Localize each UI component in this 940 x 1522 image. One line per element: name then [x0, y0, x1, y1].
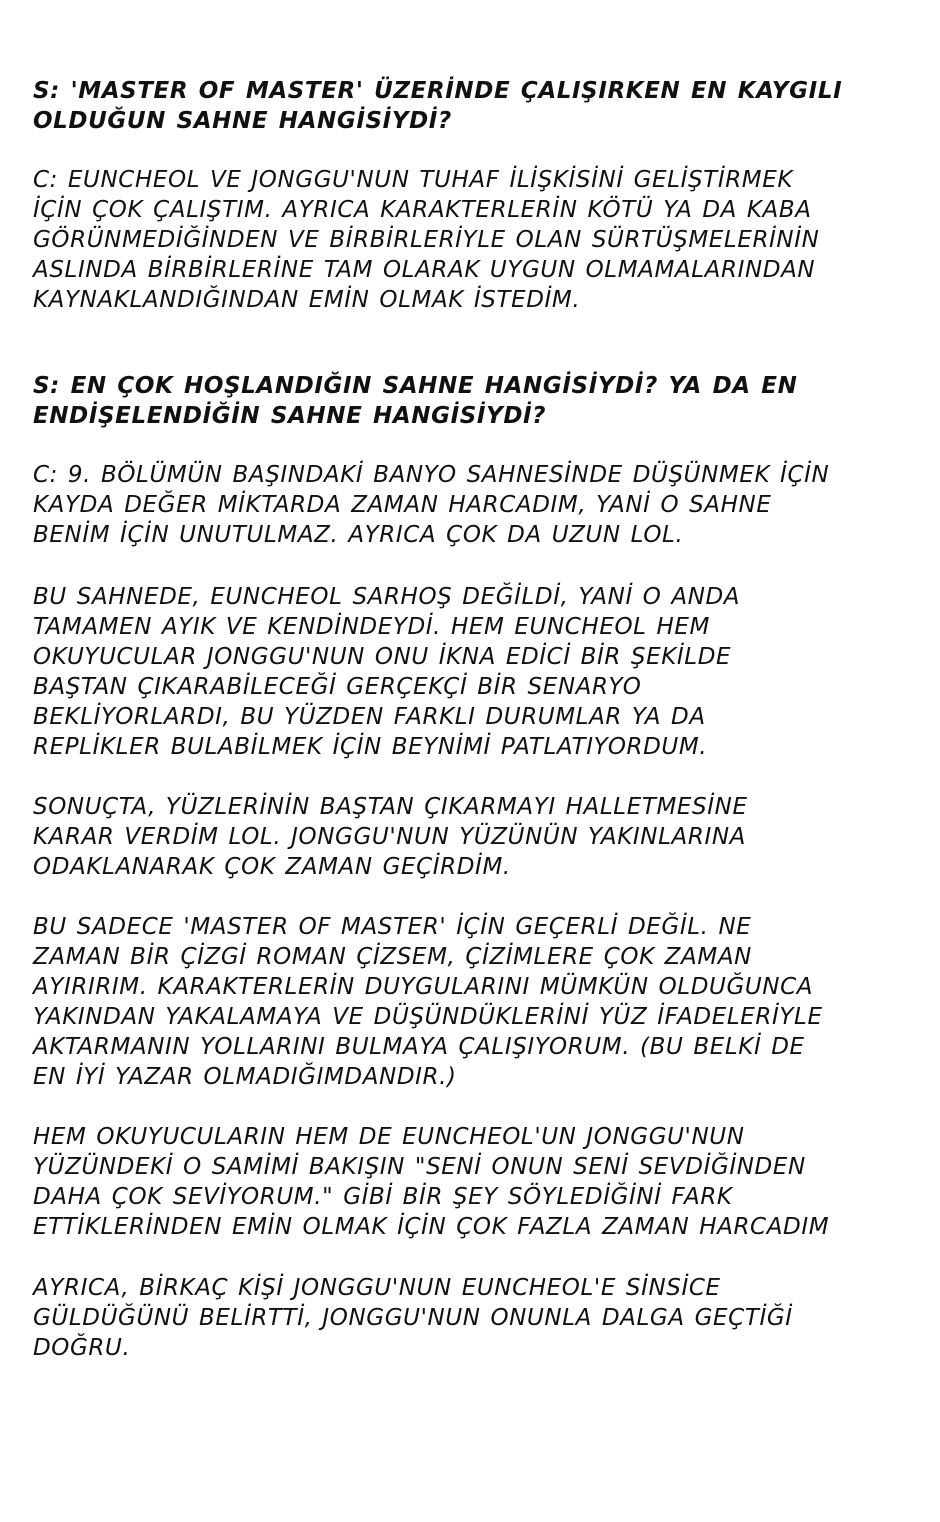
- answer-paragraph-5: [33, 912, 913, 1092]
- text-line: AYIRIRIM. KARAKTERLERİN DUYGULARINI MÜMKÜN OLDUĞUNCA: [33, 974, 814, 1000]
- text-line: OKUYUCULAR JONGGU'NUN ONU İKNA EDİCİ BİR ŞEKİLDE: [33, 644, 732, 670]
- text-line: SONUÇTA, YÜZLERİNİN BAŞTAN ÇIKARMAYI HALLETMESİNE: [33, 794, 748, 820]
- text-line: YÜZÜNDEKİ O SAMİMİ BAKIŞIN "SENİ ONUN SENİ SEVDİĞİNDEN: [33, 1154, 806, 1180]
- answer-paragraph-4: [33, 792, 913, 882]
- question-1: [33, 76, 913, 136]
- text-line: C: EUNCHEOL VE JONGGU'NUN TUHAF İLİŞKİSİNİ GELİŞTİRMEK: [33, 167, 794, 193]
- text-line: EN İYİ YAZAR OLMADIĞIMDANDIR.): [33, 1064, 457, 1090]
- text-line: ETTİKLERİNDEN EMİN OLMAK İÇİN ÇOK FAZLA ZAMAN HARCADIM: [33, 1214, 830, 1240]
- text-line: TAMAMEN AYIK VE KENDİNDEYDİ. HEM EUNCHEOL HEM: [33, 614, 710, 640]
- text-line: HEM OKUYUCULARIN HEM DE EUNCHEOL'UN JONGGU'NUN: [33, 1124, 745, 1150]
- text-line: S: EN ÇOK HOŞLANDIĞIN SAHNE HANGİSİYDİ? YA DA EN: [33, 373, 798, 399]
- text-line: GÜLDÜĞÜNÜ BELİRTTİ, JONGGU'NUN ONUNLA DALGA GEÇTİĞİ: [33, 1305, 793, 1331]
- text-line: İÇİN ÇOK ÇALIŞTIM. AYRICA KARAKTERLERİN KÖTÜ YA DA KABA: [33, 197, 812, 223]
- text-line: S: 'MASTER OF MASTER' ÜZERİNDE ÇALIŞIRKEN EN KAYGILI: [33, 78, 843, 104]
- text-line: BU SAHNEDE, EUNCHEOL SARHOŞ DEĞİLDİ, YANİ O ANDA: [33, 584, 741, 610]
- text-line: BENİM İÇİN UNUTULMAZ. AYRICA ÇOK DA UZUN LOL.: [33, 522, 684, 548]
- text-line: REPLİKLER BULABİLMEK İÇİN BEYNİMİ PATLATIYORDUM.: [33, 734, 708, 760]
- text-line: DOĞRU.: [33, 1335, 131, 1361]
- answer-2: [33, 460, 913, 550]
- question-2: [33, 371, 913, 431]
- text-line: BEKLİYORLARDI, BU YÜZDEN FARKLI DURUMLAR YA DA: [33, 704, 706, 730]
- text-line: KAYDA DEĞER MİKTARDA ZAMAN HARCADIM, YANİ O SAHNE: [33, 492, 772, 518]
- text-line: ODAKLANARAK ÇOK ZAMAN GEÇİRDİM.: [33, 854, 511, 880]
- text-line: BAŞTAN ÇIKARABİLECEĞİ GERÇEKÇİ BİR SENARYO: [33, 674, 642, 700]
- text-line: GÖRÜNMEDİĞİNDEN VE BİRBİRLERİYLE OLAN SÜRTÜŞMELERİNİN: [33, 227, 820, 253]
- text-line: KAYNAKLANDIĞINDAN EMİN OLMAK İSTEDİM.: [33, 287, 581, 313]
- text-line: AYRICA, BİRKAÇ KİŞİ JONGGU'NUN EUNCHEOL'E SİNSİCE: [33, 1275, 721, 1301]
- text-line: DAHA ÇOK SEVİYORUM." GİBİ BİR ŞEY SÖYLEDİĞİNİ FARK: [33, 1184, 733, 1210]
- text-line: ZAMAN BİR ÇİZGİ ROMAN ÇİZSEM, ÇİZİMLERE ÇOK ZAMAN: [33, 944, 752, 970]
- text-line: ENDİŞELENDİĞİN SAHNE HANGİSİYDİ?: [33, 403, 547, 429]
- text-line: KARAR VERDİM LOL. JONGGU'NUN YÜZÜNÜN YAKINLARINA: [33, 824, 746, 850]
- text-line: AKTARMANIN YOLLARINI BULMAYA ÇALIŞIYORUM. (BU BELKİ DE: [33, 1034, 805, 1060]
- text-line: C: 9. BÖLÜMÜN BAŞINDAKİ BANYO SAHNESİNDE DÜŞÜNMEK İÇİN: [33, 462, 830, 488]
- text-line: BU SADECE 'MASTER OF MASTER' İÇİN GEÇERLİ DEĞİL. NE: [33, 914, 752, 940]
- text-line: ASLINDA BİRBİRLERİNE TAM OLARAK UYGUN OLMAMALARINDAN: [33, 257, 816, 283]
- text-line: OLDUĞUN SAHNE HANGİSİYDİ?: [33, 108, 452, 134]
- answer-paragraph-3: [33, 582, 913, 762]
- answer-paragraph-7: [33, 1273, 913, 1363]
- text-line: YAKINDAN YAKALAMAYA VE DÜŞÜNDÜKLERİNİ YÜZ İFADELERİYLE: [33, 1004, 823, 1030]
- answer-1: [33, 165, 913, 315]
- answer-paragraph-6: [33, 1122, 913, 1242]
